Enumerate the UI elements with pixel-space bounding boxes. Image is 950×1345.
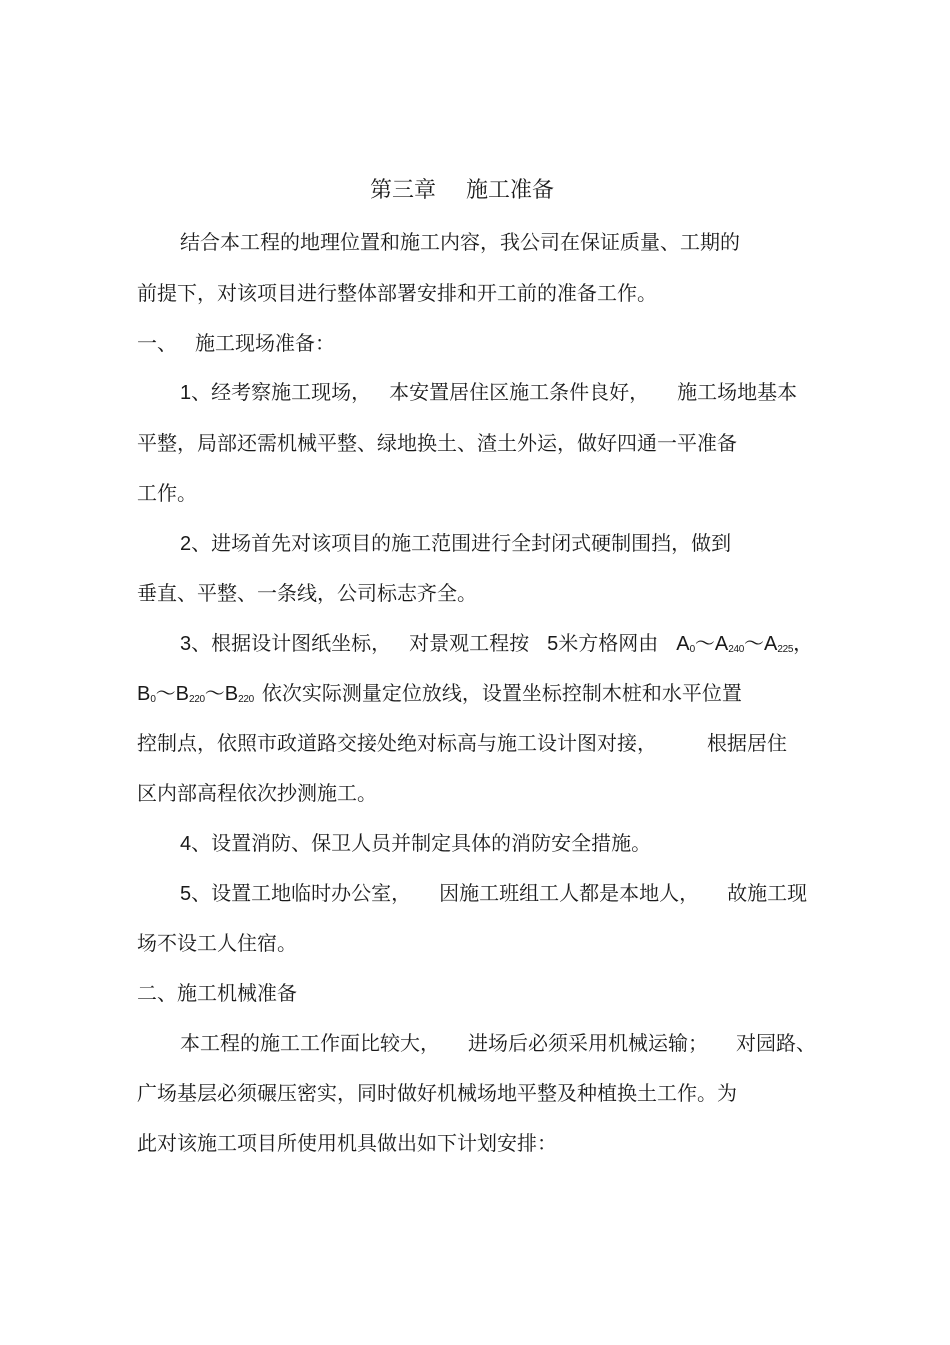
section-2-heading: 二、施工机械准备 xyxy=(137,981,297,1005)
section-1-heading xyxy=(137,329,335,357)
item-1-line-1: 1、经考察施工现场， 本安置居住区施工条件良好， 施工场地基本 xyxy=(180,380,798,404)
chapter-name: 施工准备 xyxy=(466,178,555,203)
item-3-line-1: 3、根据设计图纸坐标， 对景观工程按 5米方格网由 $A_0\sim A_{240}\sim A_{225}$， xyxy=(180,631,814,655)
item-2-line-1: 2、进场首先对该项目的施工范围进行全封闭式硬制围挡，做到 xyxy=(180,531,732,555)
intro-line-1: 结合本工程的地理位置和施工内容，我公司在保证质量、工期的 xyxy=(180,230,740,254)
item-5-number: 5 xyxy=(180,883,192,905)
item-4-line-1: 4、设置消防、保卫人员并制定具体的消防安全措施。 xyxy=(180,831,652,855)
item-3-line-2: $B_0\sim B_{220}\sim B_{220}$ 依次实际测量定位放线，设置坐标控制木桩和水平位置 xyxy=(137,681,742,705)
item-4-number: 4 xyxy=(180,833,192,855)
item-3-line-4: 区内部高程依次抄测施工。 xyxy=(137,781,377,805)
item-2-line-2: 垂直、平整、一条线，公司标志齐全。 xyxy=(137,581,477,605)
item-3-number: 3 xyxy=(180,633,192,655)
chapter-number: 第三章 xyxy=(370,178,437,203)
para-2-line-3: 此对该施工项目所使用机具做出如下计划安排： xyxy=(137,1131,557,1155)
para-2-line-2: 广场基层必须碾压密实，同时做好机械场地平整及种植换土工作。为 xyxy=(137,1081,737,1105)
chapter-title xyxy=(370,177,554,205)
intro-line-2: 前提下，对该项目进行整体部署安排和开工前的准备工作。 xyxy=(137,281,657,305)
grid-size: 5 xyxy=(547,633,559,655)
item-2-number: 2 xyxy=(180,533,192,555)
section-1-title: 施工现场准备： xyxy=(195,331,335,355)
item-1-line-2: 平整，局部还需机械平整、绿地换土、渣土外运，做好四通一平准备 xyxy=(137,431,737,455)
para-2-line-1: 本工程的施工工作面比较大， 进场后必须采用机械运输； 对园路、 xyxy=(180,1031,816,1055)
section-1-number: 一、 xyxy=(137,331,177,355)
item-5-line-2: 场不设工人住宿。 xyxy=(137,931,297,955)
item-1-line-3: 工作。 xyxy=(137,481,197,505)
item-5-line-1: 5、设置工地临时办公室， 因施工班组工人都是本地人， 故施工现 xyxy=(180,881,808,905)
item-3-line-3: 控制点，依照市政道路交接处绝对标高与施工设计图对接， 根据居住 xyxy=(137,731,787,755)
item-1-number: 1 xyxy=(180,382,192,404)
